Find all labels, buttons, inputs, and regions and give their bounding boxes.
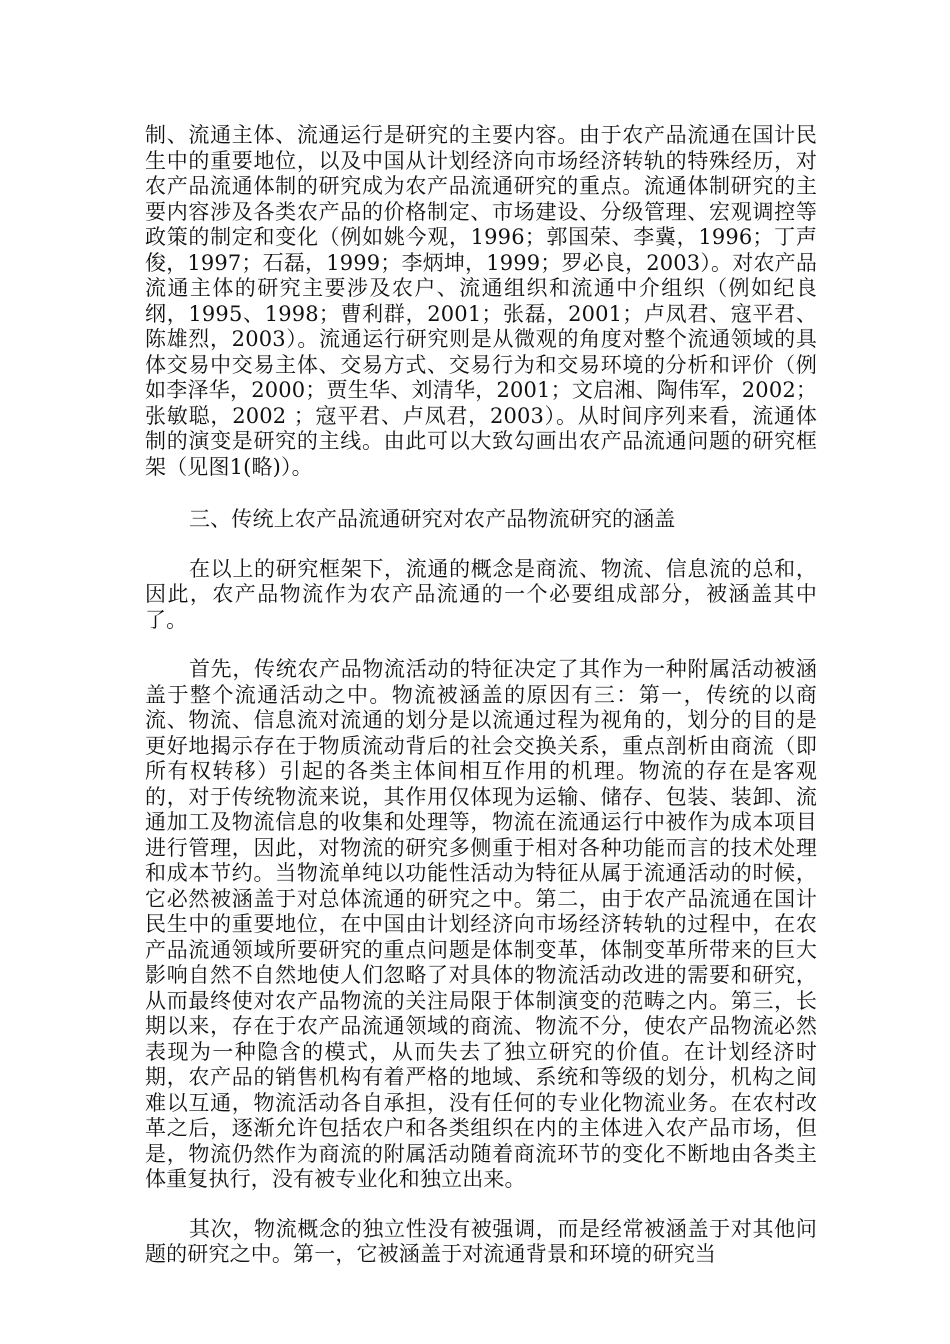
paragraph-circulation-concept: 在以上的研究框架下，流通的概念是商流、物流、信息流的总和，因此，农产品物流作为农产品流通的一个必要组成部分，被涵盖其中了。 xyxy=(145,556,817,632)
document-body xyxy=(145,123,817,1268)
paragraph-research-framework: 制、流通主体、流通运行是研究的主要内容。由于农产品流通在国计民生中的重要地位，以及中国从计划经济向市场经济转轨的特殊经历，对农产品流通体制的研究成为农产品流通研究的重点。流通体制研究的主要内容涉及各类农产品的价格制定、市场建设、分级管理、宏观调控等政策的制定和变化（例如姚今观，1996；郭国荣、李冀，1996；丁声俊，1997；石磊，1999；李炳坤，1999；罗必良，2003）。对农产品流通主体的研究主要涉及农户、流通组织和流通中介组织（例如纪良纲，1995、1998；曹利群，2001；张磊，2001；卢凤君、寇平君、陈雄烈，2003）。流通运行研究则是从微观的角度对整个流通领域的具体交易中交易主体、交易方式、交易行为和交易环境的分析和评价（例如李泽华，2000；贾生华、刘清华，2001；文启湘、陶伟军，2002；张敏聪，2002 ；寇平君、卢凤君，2003）。从时间序列来看，流通体制的演变是研究的主线。由此可以大致勾画出农产品流通问题的研究框架（见图1(略)）。 xyxy=(145,123,817,479)
paragraph-first-reason: 首先，传统农产品物流活动的特征决定了其作为一种附属活动被涵盖于整个流通活动之中。物流被涵盖的原因有三：第一，传统的以商流、物流、信息流对流通的划分是以流通过程为视角的，划分的目的是更好地揭示存在于物质流动背后的社会交换关系，重点剖析由商流（即所有权转移）引起的各类主体间相互作用的机理。物流的存在是客观的，对于传统物流来说，其作用仅体现为运输、储存、包装、装卸、流通加工及物流信息的收集和处理等，物流在流通运行中被作为成本项目进行管理，因此，对物流的研究多侧重于相对各种功能而言的技术处理和成本节约。当物流单纯以功能性活动为特征从属于流通活动的时候，它必然被涵盖于对总体流通的研究之中。第二，由于农产品流通在国计民生中的重要地位，在中国由计划经济向市场经济转轨的过程中，在农产品流通领域所要研究的重点问题是体制变革，体制变革所带来的巨大影响自然不自然地使人们忽略了对具体的物流活动改进的需要和研究，从而最终使对农产品物流的关注局限于体制演变的范畴之内。第三，长期以来，存在于农产品流通领域的商流、物流不分，使农产品物流必然表现为一种隐含的模式，从而失去了独立研究的价值。在计划经济时期，农产品的销售机构有着严格的地域、系统和等级的划分，机构之间难以互通，物流活动各自承担，没有任何的专业化物流业务。在农村改革之后，逐渐允许包括农户和各类组织在内的主体进入农产品市场，但是，物流仍然作为商流的附属活动随着商流环节的变化不断地由各类主体重复执行，没有被专业化和独立出来。 xyxy=(145,657,817,1191)
section-heading: 三、传统上农产品流通研究对农产品物流研究的涵盖 xyxy=(189,507,676,531)
paragraph-second-reason: 其次，物流概念的独立性没有被强调，而是经常被涵盖于对其他问题的研究之中。第一，它被涵盖于对流通背景和环境的研究当 xyxy=(145,1216,817,1266)
